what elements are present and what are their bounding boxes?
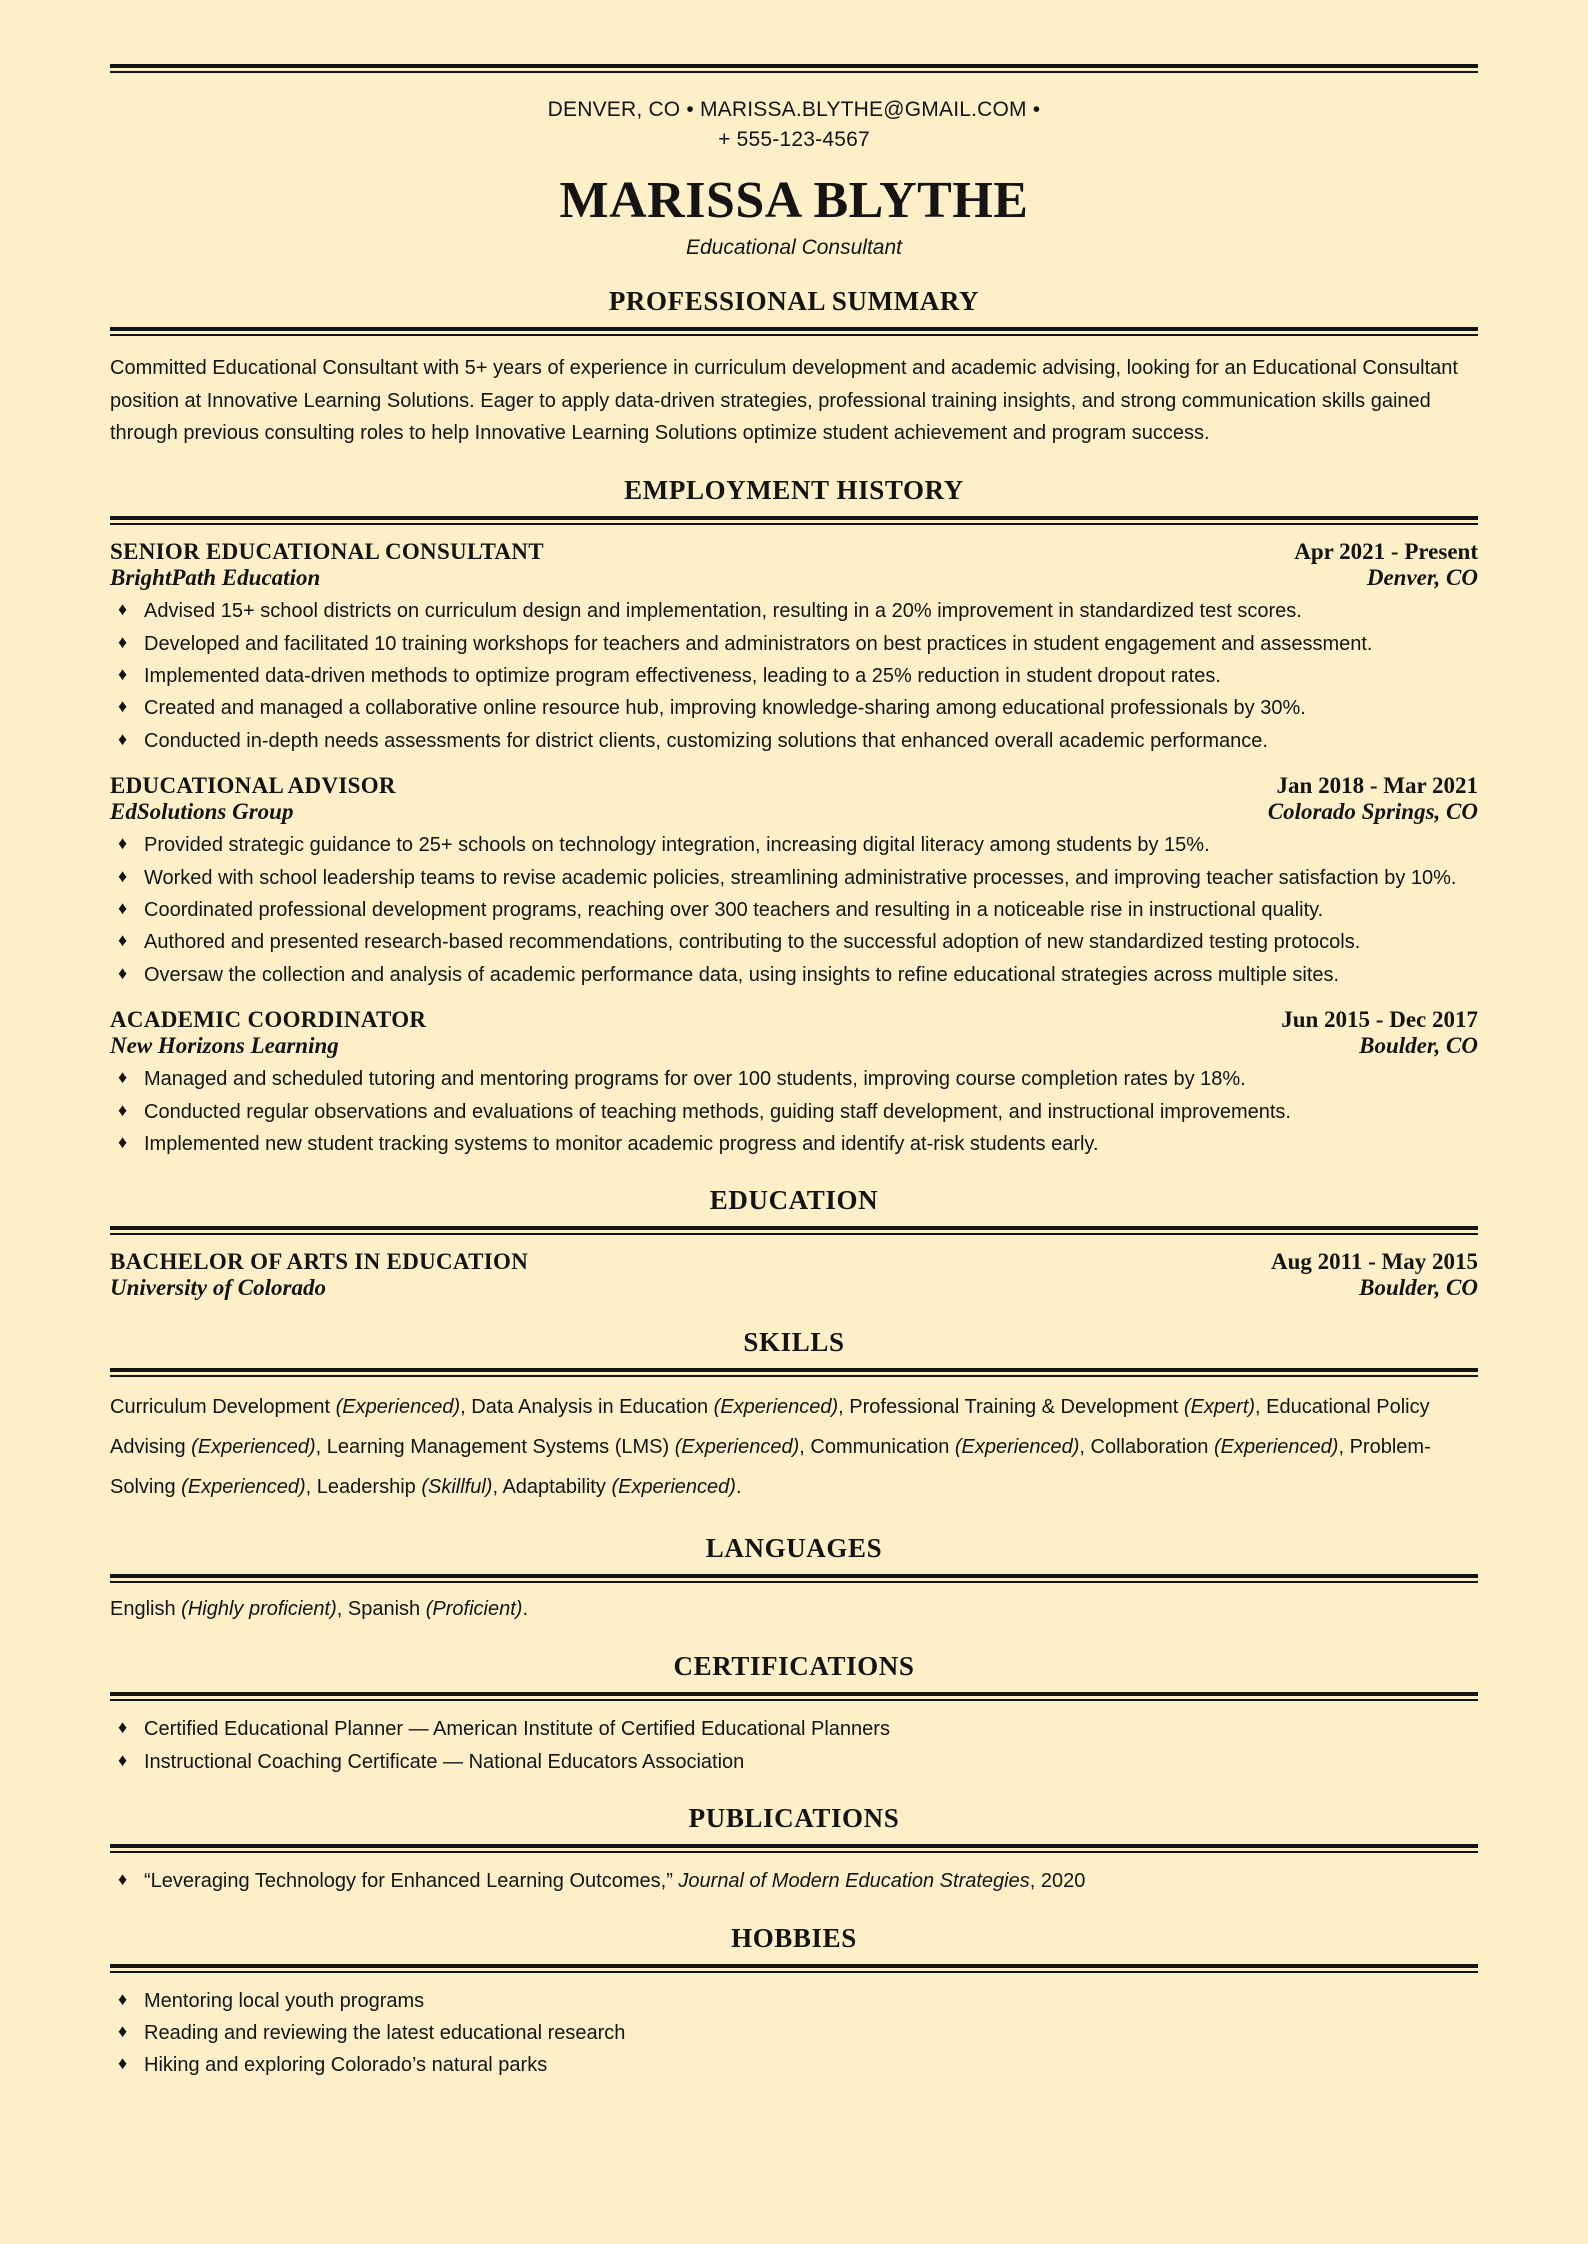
- skill-item-name: Collaboration: [1090, 1436, 1214, 1459]
- section-divider-skills: [110, 1368, 1478, 1377]
- skill-item-level: (Experienced): [1213, 1436, 1339, 1459]
- degree-date-range: Aug 2011 - May 2015: [1271, 1249, 1478, 1275]
- professional-subtitle: Educational Consultant: [686, 236, 902, 260]
- job-bullet-item: [110, 629, 1478, 659]
- diamond-bullet-icon: ♦: [118, 898, 128, 919]
- entry-org-row: [110, 565, 1478, 591]
- job-bullet-item: [110, 960, 1478, 990]
- skill-item-level: (Skillful): [421, 1476, 493, 1499]
- diamond-bullet-icon: ♦: [118, 2020, 128, 2041]
- school-name: University of Colorado: [110, 1275, 326, 1301]
- bullet-text: Worked with school leadership teams to revise academic policies, streamlining administrative processes, and improving teacher satisfaction by 10%.: [144, 866, 1457, 889]
- language-item-name: Spanish: [347, 1598, 426, 1621]
- hobby-item: [110, 2050, 1478, 2080]
- diamond-bullet-icon: ♦: [118, 1099, 128, 1120]
- section-heading-certifications: CERTIFICATIONS: [673, 1651, 915, 1682]
- entry-org-row: [110, 799, 1478, 825]
- contact-line-1: DENVER, CO • MARISSA.BLYTHE@GMAIL.COM •: [547, 98, 1041, 121]
- diamond-bullet-icon: ♦: [118, 696, 128, 717]
- employment-list: [110, 539, 1478, 1159]
- certifications-list: [110, 1714, 1478, 1777]
- job-location: Denver, CO: [1366, 565, 1478, 591]
- employment-entry: [110, 773, 1478, 990]
- diamond-bullet-icon: ♦: [118, 930, 128, 951]
- skill-item-name: Learning Management Systems (LMS): [326, 1436, 675, 1459]
- section-divider-hobbies: [110, 1964, 1478, 1973]
- bullet-text: Coordinated professional development programs, reaching over 300 teachers and resulting in a noticeable rise in instructional quality.: [144, 899, 1324, 922]
- section-divider-employment: [110, 516, 1478, 525]
- job-bullet-list: [110, 1064, 1478, 1159]
- publication-title: “Leveraging Technology for Enhanced Learning Outcomes,”: [144, 1870, 679, 1893]
- language-item: [110, 1598, 337, 1620]
- diamond-bullet-icon: ♦: [118, 1749, 128, 1770]
- job-location: Boulder, CO: [1359, 1033, 1478, 1059]
- skill-item-name: Leadership: [316, 1476, 422, 1499]
- hobby-item: [110, 2018, 1478, 2048]
- education-entry: [110, 1249, 1478, 1301]
- job-bullet-list: [110, 596, 1478, 756]
- section-heading-publications: PUBLICATIONS: [688, 1803, 900, 1834]
- diamond-bullet-icon: ♦: [118, 1869, 128, 1890]
- diamond-bullet-icon: ♦: [118, 833, 128, 854]
- entry-title-row: [110, 1249, 1478, 1275]
- publication-year: , 2020: [1029, 1870, 1086, 1893]
- diamond-bullet-icon: ♦: [118, 664, 128, 685]
- diamond-bullet-icon: ♦: [118, 2053, 128, 2074]
- skill-item: [1091, 1436, 1339, 1458]
- diamond-bullet-icon: ♦: [118, 1988, 128, 2009]
- job-bullet-item: [110, 895, 1478, 925]
- diamond-bullet-icon: ♦: [118, 631, 128, 652]
- hobby-item: [110, 1986, 1478, 2016]
- employment-entry: [110, 1007, 1478, 1159]
- bullet-text: Certified Educational Planner — American Institute of Certified Educational Planners: [144, 1718, 890, 1741]
- language-item-level: (Proficient): [425, 1598, 523, 1621]
- certification-item: [110, 1714, 1478, 1744]
- language-item-level: (Highly proficient): [181, 1598, 337, 1621]
- section-heading-employment: EMPLOYMENT HISTORY: [624, 475, 964, 506]
- publication-journal: Journal of Modern Education Strategies: [678, 1870, 1030, 1893]
- contact-line-2: + 555-123-4567: [718, 128, 870, 152]
- summary-text: Committed Educational Consultant with 5+ years of experience in curriculum development and academic advising, looking for an Educational Consultant position at Innovative Learning Solutions. Eager to apply data-driven strategies, professional training insights, and strong communication skills gained through previous consulting roles to help Innovative Learning Solutions optimize student achievement and program success.: [110, 357, 1458, 444]
- job-bullet-item: [110, 693, 1478, 723]
- bullet-text: Managed and scheduled tutoring and mentoring programs for over 100 students, improving course completion rates by 18%.: [144, 1068, 1246, 1091]
- bullet-text: Advised 15+ school districts on curriculum design and implementation, resulting in a 20% improvement in standardized test scores.: [144, 600, 1302, 623]
- job-bullet-item: [110, 830, 1478, 860]
- skill-item-level: (Experienced): [713, 1396, 839, 1419]
- job-date-range: Apr 2021 - Present: [1294, 539, 1478, 565]
- skill-item-level: (Experienced): [335, 1396, 461, 1419]
- languages-list: English (Highly proficient), Spanish (Proficient).: [110, 1598, 528, 1621]
- section-heading-skills: SKILLS: [743, 1327, 845, 1358]
- skill-item-name: Professional Training & Development: [849, 1396, 1184, 1419]
- skill-item-level: (Experienced): [191, 1436, 316, 1459]
- entry-org-row: [110, 1033, 1478, 1059]
- job-date-range: Jan 2018 - Mar 2021: [1276, 773, 1478, 799]
- diamond-bullet-icon: ♦: [118, 1067, 128, 1088]
- job-bullet-item: [110, 1097, 1478, 1127]
- entry-title-row: [110, 1007, 1478, 1033]
- section-heading-education: EDUCATION: [709, 1185, 879, 1216]
- top-divider: [110, 64, 1478, 73]
- job-bullet-item: [110, 726, 1478, 756]
- bullet-text: Reading and reviewing the latest educational research: [144, 2021, 626, 2044]
- bullet-text: Created and managed a collaborative online resource hub, improving knowledge-sharing among educational professionals by 30%.: [144, 697, 1306, 720]
- page-title: MARISSA BLYTHE: [559, 171, 1029, 229]
- job-bullet-list: [110, 830, 1478, 990]
- skill-item-level: (Expert): [1183, 1396, 1256, 1419]
- job-bullet-item: [110, 661, 1478, 691]
- bullet-text: Implemented new student tracking systems to monitor academic progress and identify at-risk students early.: [144, 1132, 1099, 1155]
- bullet-text: Conducted regular observations and evaluations of teaching methods, guiding staff development, and instructional improvements.: [144, 1100, 1291, 1123]
- skill-item: [327, 1436, 799, 1458]
- section-divider-summary: [110, 327, 1478, 336]
- job-location: Colorado Springs, CO: [1267, 799, 1478, 825]
- job-bullet-item: [110, 1064, 1478, 1094]
- section-heading-summary: PROFESSIONAL SUMMARY: [608, 286, 980, 317]
- skill-item: [110, 1396, 460, 1418]
- skill-item-name: Data Analysis in Education: [471, 1396, 714, 1419]
- diamond-bullet-icon: ♦: [118, 1717, 128, 1738]
- employment-entry: [110, 539, 1478, 756]
- diamond-bullet-icon: ♦: [118, 728, 128, 749]
- section-divider-publications: [110, 1844, 1478, 1853]
- language-item-name: English: [110, 1598, 182, 1621]
- bullet-text: Instructional Coaching Certificate — National Educators Association: [144, 1750, 745, 1773]
- bullet-text: Implemented data-driven methods to optimize program effectiveness, leading to a 25% reduction in student dropout rates.: [144, 665, 1221, 688]
- bullet-text: Conducted in-depth needs assessments for district clients, customizing solutions that enhanced overall academic performance.: [144, 729, 1268, 752]
- skill-item-level: (Experienced): [611, 1476, 736, 1499]
- section-divider-certifications: [110, 1692, 1478, 1701]
- certification-item: [110, 1747, 1478, 1777]
- job-title: ACADEMIC COORDINATOR: [110, 1007, 427, 1033]
- publication-item: [110, 1866, 1478, 1896]
- job-bullet-item: [110, 863, 1478, 893]
- bullet-text: Developed and facilitated 10 training workshops for teachers and administrators on best practices in student engagement and assessment.: [144, 632, 1373, 655]
- skill-item-name: Educational Policy Advising: [110, 1396, 1430, 1459]
- entry-title-row: [110, 773, 1478, 799]
- language-item: [348, 1598, 523, 1620]
- diamond-bullet-icon: ♦: [118, 1131, 128, 1152]
- skill-item-name: Communication: [810, 1436, 955, 1459]
- skill-item: [849, 1396, 1255, 1418]
- bullet-text: Hiking and exploring Colorado’s natural parks: [144, 2054, 548, 2077]
- section-divider-languages: [110, 1574, 1478, 1583]
- skill-item-name: Curriculum Development: [110, 1396, 336, 1419]
- publications-list: [110, 1866, 1478, 1896]
- skill-item-level: (Experienced): [674, 1436, 800, 1459]
- skill-item: [502, 1476, 735, 1498]
- skill-item-level: (Experienced): [954, 1436, 1080, 1459]
- skill-item: [471, 1396, 838, 1418]
- job-bullet-item: [110, 927, 1478, 957]
- job-date-range: Jun 2015 - Dec 2017: [1281, 1007, 1478, 1033]
- degree-title: BACHELOR OF ARTS IN EDUCATION: [110, 1249, 529, 1275]
- entry-title-row: [110, 539, 1478, 565]
- bullet-text: Authored and presented research-based recommendations, contributing to the successful adoption of new standardized testing protocols.: [144, 931, 1361, 954]
- diamond-bullet-icon: ♦: [118, 865, 128, 886]
- skill-item: [317, 1476, 493, 1498]
- company-name: EdSolutions Group: [110, 799, 294, 825]
- skill-item: [810, 1436, 1079, 1458]
- section-divider-education: [110, 1226, 1478, 1235]
- company-name: New Horizons Learning: [110, 1033, 339, 1059]
- education-list: [110, 1249, 1478, 1301]
- diamond-bullet-icon: ♦: [118, 962, 128, 983]
- skill-item-name: Problem-Solving: [110, 1436, 1431, 1499]
- skill-item-level: (Experienced): [181, 1476, 306, 1499]
- diamond-bullet-icon: ♦: [118, 599, 128, 620]
- hobbies-list: [110, 1986, 1478, 2081]
- entry-org-row: [110, 1275, 1478, 1301]
- job-bullet-item: [110, 1129, 1478, 1159]
- job-title: EDUCATIONAL ADVISOR: [110, 773, 396, 799]
- bullet-text: Oversaw the collection and analysis of academic performance data, using insights to refine educational strategies across multiple sites.: [144, 963, 1340, 986]
- bullet-text: Provided strategic guidance to 25+ schools on technology integration, increasing digital literacy among students by 15%.: [144, 834, 1210, 857]
- skills-list: Curriculum Development (Experienced), Data Analysis in Education (Experienced), Professional Training & Development (Expert), Educational Policy Advising (Experienced), Learning Management Systems (LMS) (Experienced), Communication (Experienced), Collaboration (Experienced), Problem-Solving (Experienced), Leadership (Skillful), Adaptability (Experienced).: [110, 1396, 1431, 1499]
- bullet-text: Mentoring local youth programs: [144, 1989, 425, 2012]
- job-bullet-item: [110, 596, 1478, 626]
- company-name: BrightPath Education: [110, 565, 321, 591]
- school-location: Boulder, CO: [1359, 1275, 1478, 1301]
- skill-item-name: Adaptability: [502, 1476, 612, 1499]
- section-heading-languages: LANGUAGES: [705, 1533, 883, 1564]
- job-title: SENIOR EDUCATIONAL CONSULTANT: [110, 539, 544, 565]
- section-heading-hobbies: HOBBIES: [731, 1922, 857, 1953]
